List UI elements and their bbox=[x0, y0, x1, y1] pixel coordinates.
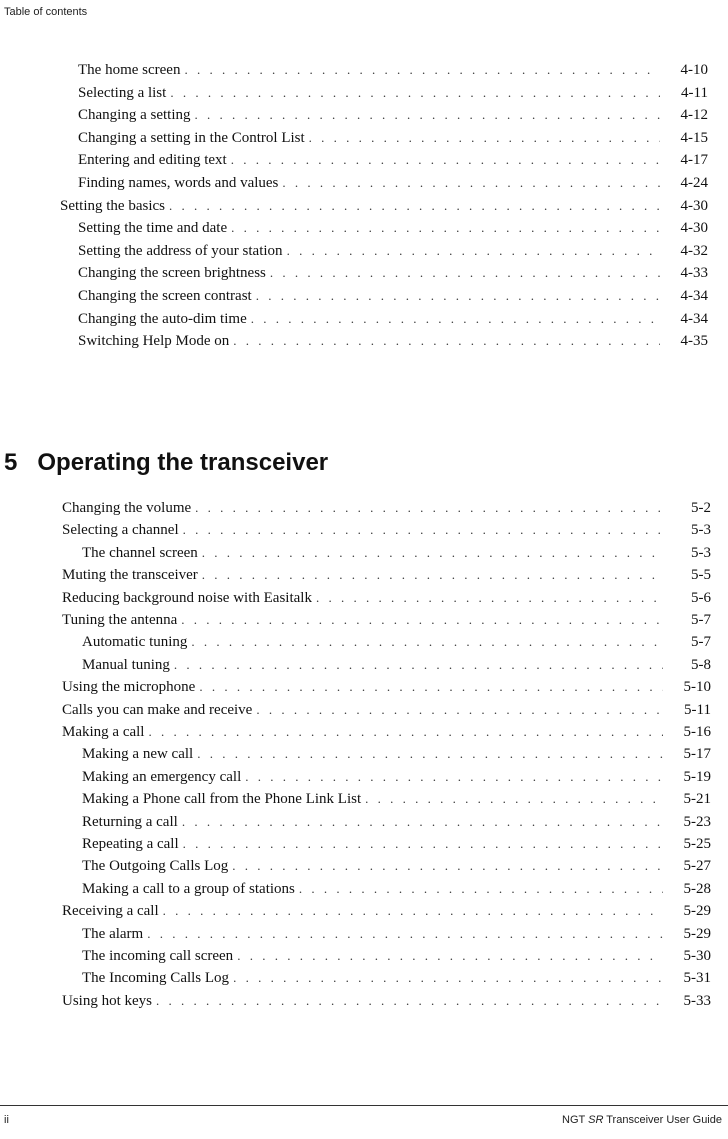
toc-leader-dots bbox=[174, 654, 663, 676]
toc-entry-page: 5-16 bbox=[683, 724, 711, 740]
toc-entry[interactable] bbox=[82, 833, 711, 855]
toc-leader-dots bbox=[251, 308, 660, 330]
toc-entry-page: 4-15 bbox=[680, 129, 708, 146]
toc-entry-page: 5-29 bbox=[683, 903, 711, 920]
toc-leader-dots bbox=[309, 127, 660, 149]
toc-entry[interactable] bbox=[78, 308, 708, 330]
toc-leader-dots bbox=[163, 900, 663, 922]
toc-entry-page: 5-30 bbox=[683, 948, 711, 964]
toc-entry[interactable] bbox=[60, 195, 708, 217]
toc-entry[interactable] bbox=[82, 945, 711, 967]
toc-leader-dots bbox=[195, 104, 661, 126]
toc-entry-label: Setting the time and date bbox=[78, 220, 228, 237]
toc-entry-page: 5-11 bbox=[684, 701, 711, 718]
toc-entry[interactable] bbox=[82, 811, 711, 833]
toc-entry-page: 4-34 bbox=[680, 288, 708, 304]
toc-entry[interactable] bbox=[82, 654, 711, 676]
toc-leader-dots bbox=[237, 945, 663, 967]
toc-entry[interactable] bbox=[78, 127, 708, 149]
toc-entry-page: 5-33 bbox=[683, 992, 711, 1009]
toc-entry-page: 5-27 bbox=[683, 858, 711, 875]
toc-entry[interactable] bbox=[78, 285, 708, 307]
toc-entry-page: 4-17 bbox=[680, 152, 708, 169]
chapter-title: Operating the transceiver bbox=[37, 449, 329, 476]
toc-leader-dots bbox=[232, 855, 663, 877]
toc-leader-dots bbox=[233, 330, 660, 352]
toc-entry-label: Selecting a list bbox=[78, 84, 167, 101]
toc-entry-page: 5-3 bbox=[691, 544, 711, 561]
toc-entry[interactable] bbox=[78, 59, 708, 81]
toc-entry-label: Automatic tuning bbox=[82, 634, 188, 651]
toc-entry-label: Receiving a call bbox=[62, 903, 159, 920]
toc-leader-dots bbox=[287, 240, 660, 262]
toc-entry[interactable] bbox=[62, 699, 711, 721]
toc-entry-page: 5-8 bbox=[691, 656, 711, 673]
toc-entry[interactable] bbox=[82, 878, 711, 900]
toc-leader-dots bbox=[199, 676, 663, 698]
toc-leader-dots bbox=[365, 788, 663, 810]
toc-entry-label: Making a Phone call from the Phone Link List bbox=[82, 791, 362, 808]
chapter-number: 5 bbox=[4, 449, 18, 476]
toc-leader-dots bbox=[181, 609, 663, 631]
footer-guide-italic: SR bbox=[588, 1114, 604, 1126]
toc-entry[interactable] bbox=[78, 240, 708, 262]
toc-entry-label: The channel screen bbox=[82, 544, 198, 561]
toc-entry-label: Making an emergency call bbox=[82, 768, 242, 785]
toc-entry[interactable] bbox=[62, 900, 711, 922]
toc-entry[interactable] bbox=[78, 262, 708, 284]
toc-entry-label: Changing a setting bbox=[78, 107, 191, 124]
toc-leader-dots bbox=[202, 542, 663, 564]
chapter-heading bbox=[4, 449, 328, 477]
toc-entry-page: 5-10 bbox=[683, 679, 711, 696]
toc-entry-label: Muting the transceiver bbox=[62, 567, 198, 584]
toc-entry[interactable] bbox=[82, 743, 711, 765]
toc-leader-dots bbox=[270, 262, 660, 284]
toc-entry[interactable] bbox=[62, 721, 711, 743]
running-head: Table of contents bbox=[4, 6, 88, 18]
toc-leader-dots bbox=[256, 699, 663, 721]
toc-entry-page: 4-30 bbox=[680, 197, 708, 214]
toc-entry-label: Selecting a channel bbox=[62, 522, 179, 539]
footer-rule bbox=[0, 1105, 728, 1106]
toc-leader-dots bbox=[191, 631, 663, 653]
toc-entry-label: Changing the screen contrast bbox=[78, 288, 252, 304]
toc-leader-dots bbox=[233, 967, 663, 989]
toc-entry-page: 5-21 bbox=[683, 791, 711, 808]
toc-entry[interactable] bbox=[78, 104, 708, 126]
toc-entry-label: Calls you can make and receive bbox=[62, 701, 253, 718]
toc-entry-page: 5-23 bbox=[683, 813, 711, 830]
toc-entry[interactable] bbox=[78, 149, 708, 171]
toc-entry-label: Making a call to a group of stations bbox=[82, 880, 295, 897]
toc-leader-dots bbox=[195, 497, 663, 519]
toc-entry-label: Returning a call bbox=[82, 813, 178, 830]
toc-entry[interactable] bbox=[62, 609, 711, 631]
toc-entry-page: 5-2 bbox=[691, 500, 711, 516]
toc-entry-label: Finding names, words and values bbox=[78, 175, 279, 191]
toc-entry[interactable] bbox=[82, 631, 711, 653]
toc-entry[interactable] bbox=[62, 564, 711, 586]
toc-entry-page: 4-24 bbox=[680, 175, 708, 191]
toc-entry[interactable] bbox=[82, 788, 711, 810]
toc-leader-dots bbox=[156, 990, 663, 1012]
toc-entry[interactable] bbox=[78, 172, 708, 194]
toc-leader-dots bbox=[256, 285, 660, 307]
toc-leader-dots bbox=[231, 217, 660, 239]
toc-entry[interactable] bbox=[82, 766, 711, 788]
toc-entry[interactable] bbox=[82, 542, 711, 564]
footer-page-number: ii bbox=[4, 1114, 9, 1126]
footer-guide-prefix: NGT bbox=[562, 1114, 589, 1126]
toc-entry[interactable] bbox=[82, 855, 711, 877]
toc-entry-page: 4-10 bbox=[680, 62, 708, 78]
toc-entry-page: 5-6 bbox=[691, 589, 711, 606]
toc-entry-label: Making a call bbox=[62, 724, 145, 740]
toc-entry-label: The Outgoing Calls Log bbox=[82, 858, 229, 875]
toc-entry-label: Changing the volume bbox=[62, 500, 192, 516]
toc-entry-page: 5-3 bbox=[691, 522, 711, 539]
toc-entry[interactable] bbox=[78, 217, 708, 239]
toc-entry-page: 4-34 bbox=[680, 310, 708, 327]
toc-entry-label: Setting the address of your station bbox=[78, 242, 283, 259]
toc-entry[interactable] bbox=[62, 676, 711, 698]
toc-entry-page: 4-33 bbox=[680, 265, 708, 282]
toc-entry-page: 4-12 bbox=[680, 107, 708, 124]
toc-entry[interactable] bbox=[82, 967, 711, 989]
toc-entry-label: The home screen bbox=[78, 62, 181, 78]
toc-entry-label: Setting the basics bbox=[60, 197, 165, 214]
toc-leader-dots bbox=[182, 811, 663, 833]
toc-entry-label: The alarm bbox=[82, 925, 144, 942]
toc-entry-label: Reducing background noise with Easitalk bbox=[62, 589, 312, 606]
toc-entry-label: Manual tuning bbox=[82, 656, 170, 673]
toc-entry-label: Entering and editing text bbox=[78, 152, 227, 169]
toc-entry-label: Repeating a call bbox=[82, 836, 179, 852]
toc-entry[interactable] bbox=[62, 587, 711, 609]
toc-entry-page: 5-31 bbox=[683, 970, 711, 987]
toc-leader-dots bbox=[202, 564, 663, 586]
toc-entry[interactable] bbox=[62, 519, 711, 541]
toc-entry-label: Switching Help Mode on bbox=[78, 333, 230, 350]
toc-entry-page: 5-5 bbox=[691, 567, 711, 584]
toc-entry[interactable] bbox=[62, 990, 711, 1012]
toc-entry-page: 5-19 bbox=[683, 768, 711, 785]
toc-leader-dots bbox=[299, 878, 663, 900]
toc-entry[interactable] bbox=[78, 330, 708, 352]
toc-entry-label: Using the microphone bbox=[62, 679, 196, 696]
toc-entry-page: 5-7 bbox=[691, 634, 711, 651]
footer-guide-suffix: Transceiver User Guide bbox=[603, 1114, 722, 1126]
toc-entry[interactable] bbox=[62, 497, 711, 519]
toc-entry-page: 5-28 bbox=[683, 880, 711, 897]
toc-entry-label: Changing a setting in the Control List bbox=[78, 129, 305, 146]
toc-entry-page: 4-11 bbox=[681, 84, 708, 101]
toc-leader-dots bbox=[148, 721, 663, 743]
toc-entry-label: The Incoming Calls Log bbox=[82, 970, 230, 987]
toc-entry[interactable] bbox=[82, 923, 711, 945]
toc-leader-dots bbox=[169, 195, 660, 217]
toc-entry-page: 4-32 bbox=[680, 242, 708, 259]
toc-entry-label: The incoming call screen bbox=[82, 948, 234, 964]
toc-leader-dots bbox=[183, 519, 663, 541]
toc-entry-label: Making a new call bbox=[82, 746, 194, 763]
toc-leader-dots bbox=[170, 82, 660, 104]
toc-leader-dots bbox=[147, 923, 663, 945]
toc-leader-dots bbox=[282, 172, 660, 194]
toc-entry-label: Tuning the antenna bbox=[62, 612, 178, 628]
toc-entry-page: 4-30 bbox=[680, 220, 708, 237]
toc-entry-label: Changing the screen brightness bbox=[78, 265, 266, 282]
toc-entry-label: Changing the auto-dim time bbox=[78, 310, 247, 327]
toc-entry-page: 5-25 bbox=[683, 836, 711, 852]
toc-entry[interactable] bbox=[78, 82, 708, 104]
toc-leader-dots bbox=[183, 833, 663, 855]
toc-leader-dots bbox=[197, 743, 663, 765]
toc-entry-page: 4-35 bbox=[680, 333, 708, 350]
toc-leader-dots bbox=[245, 766, 663, 788]
toc-entry-label: Using hot keys bbox=[62, 992, 152, 1009]
toc-entry-page: 5-29 bbox=[683, 925, 711, 942]
toc-leader-dots bbox=[316, 587, 663, 609]
footer-guide-title bbox=[562, 1114, 722, 1126]
toc-entry-page: 5-7 bbox=[691, 612, 711, 628]
toc-leader-dots bbox=[231, 149, 660, 171]
toc-leader-dots bbox=[184, 59, 660, 81]
toc-entry-page: 5-17 bbox=[683, 746, 711, 763]
